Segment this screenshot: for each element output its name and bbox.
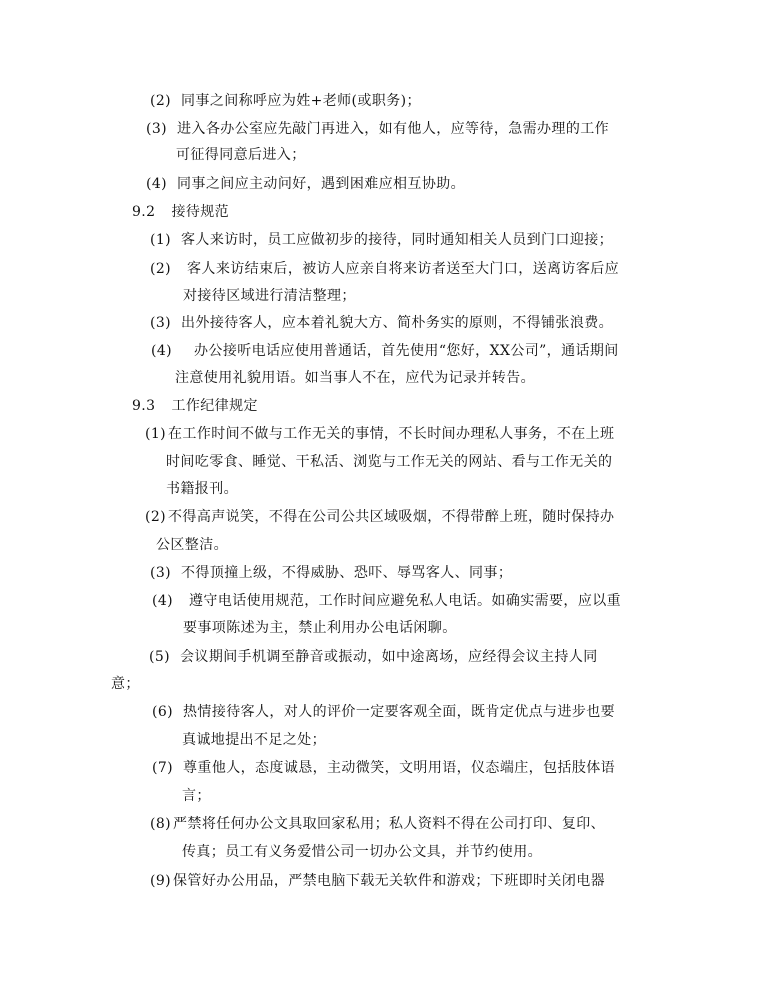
item-text-continued: 言； [182, 788, 211, 804]
item-text-continued: 要事项陈述为主，禁止利用办公电话闲聊。 [183, 620, 457, 636]
item-text: 出外接待客人，应本着礼貌大方、简朴务实的原则，不得铺张浪费。 [181, 315, 614, 331]
item-number: (5) [149, 649, 171, 665]
item-text: 尊重他人，态度诚恳，主动微笑，文明用语，仪态端庄，包括肢体语 [183, 760, 616, 776]
list-item [145, 508, 614, 526]
item-number: (7) [152, 760, 174, 776]
item-text: 客人来访结束后，被访人应亲自将来访者送至大门口，送离访客后应 [187, 261, 620, 277]
list-item [150, 314, 613, 332]
list-item [149, 648, 598, 666]
item-number: (1) [150, 232, 172, 248]
item-number: (2) [145, 509, 167, 525]
item-text-continued: 传真；员工有义务爱惜公司一切办公文具，并节约使用。 [182, 844, 542, 860]
item-text-continued: 意； [111, 676, 140, 692]
item-text: 办公接听电话应使用普通话，首先使用“您好，XX公司”，通话期间 [194, 343, 619, 359]
item-text: 不得高声说笑，不得在公司公共区域吸烟，不得带醉上班，随时保持办 [168, 509, 615, 525]
item-text: 严禁将任何办公文具取回家私用；私人资料不得在公司打印、复印、 [173, 816, 606, 832]
item-text: 同事之间应主动问好，遇到困难应相互协助。 [177, 176, 466, 192]
list-item [150, 872, 605, 890]
item-number: (3) [150, 565, 172, 581]
section-heading [132, 397, 258, 415]
item-number: (9) [150, 873, 172, 889]
section-number: 9.2 [132, 204, 156, 220]
list-item [150, 260, 619, 278]
item-number: (4) [151, 343, 173, 359]
list-item [151, 342, 619, 360]
item-text-continued: 书籍报刊。 [166, 481, 238, 497]
item-number: (4) [146, 176, 168, 192]
list-item [152, 592, 621, 610]
item-text: 遵守电话使用规范，工作时间应避免私人电话。如确实需要，应以重 [189, 593, 622, 609]
item-text-continued: 注意使用礼貌用语。如当事人不在，应代为记录并转告。 [175, 370, 535, 386]
item-number: (3) [150, 315, 172, 331]
item-text: 在工作时间不做与工作无关的事情，不长时间办理私人事务，不在上班 [168, 426, 615, 442]
list-item [150, 815, 605, 833]
item-number: (4) [152, 593, 174, 609]
list-item [150, 231, 613, 249]
item-text: 客人来访时，员工应做初步的接待，同时通知相关人员到门口迎接； [181, 232, 614, 248]
section-heading [132, 203, 229, 221]
item-number: (3) [146, 121, 168, 137]
section-number: 9.3 [132, 398, 156, 414]
item-number: (6) [152, 704, 174, 720]
item-text-continued: 可征得同意后进入； [176, 147, 306, 163]
item-number: (1) [145, 426, 167, 442]
section-title: 接待规范 [171, 204, 230, 220]
list-item [146, 175, 465, 193]
list-item [152, 703, 615, 721]
item-text: 同事之间称呼应为姓+老师(或职务)； [181, 93, 421, 109]
item-text-continued: 真诚地提出不足之处； [182, 732, 326, 748]
item-number: (2) [150, 93, 172, 109]
item-number: (8) [150, 816, 172, 832]
item-text: 进入各办公室应先敲门再进入，如有他人，应等待，急需办理的工作 [177, 121, 610, 137]
item-text: 会议期间手机调至静音或振动，如中途离场，应经得会议主持人同 [180, 649, 598, 665]
list-item [146, 120, 609, 138]
item-text: 保管好办公用品，严禁电脑下载无关软件和游戏；下班即时关闭电器 [173, 873, 606, 889]
item-text-continued: 对接待区域进行清洁整理； [183, 288, 356, 304]
list-item [145, 425, 614, 443]
item-text-continued: 时间吃零食、睡觉、干私活、浏览与工作无关的网站、看与工作无关的 [166, 454, 613, 470]
item-text: 热情接待客人，对人的评价一定要客观全面，既肯定优点与进步也要 [183, 704, 616, 720]
list-item [150, 92, 421, 110]
item-number: (2) [150, 261, 172, 277]
section-title: 工作纪律规定 [171, 398, 258, 414]
item-text: 不得顶撞上级，不得威胁、恐吓、辱骂客人、同事； [181, 565, 513, 581]
item-text-continued: 公区整洁。 [156, 537, 228, 553]
list-item [152, 759, 615, 777]
list-item [150, 564, 512, 582]
